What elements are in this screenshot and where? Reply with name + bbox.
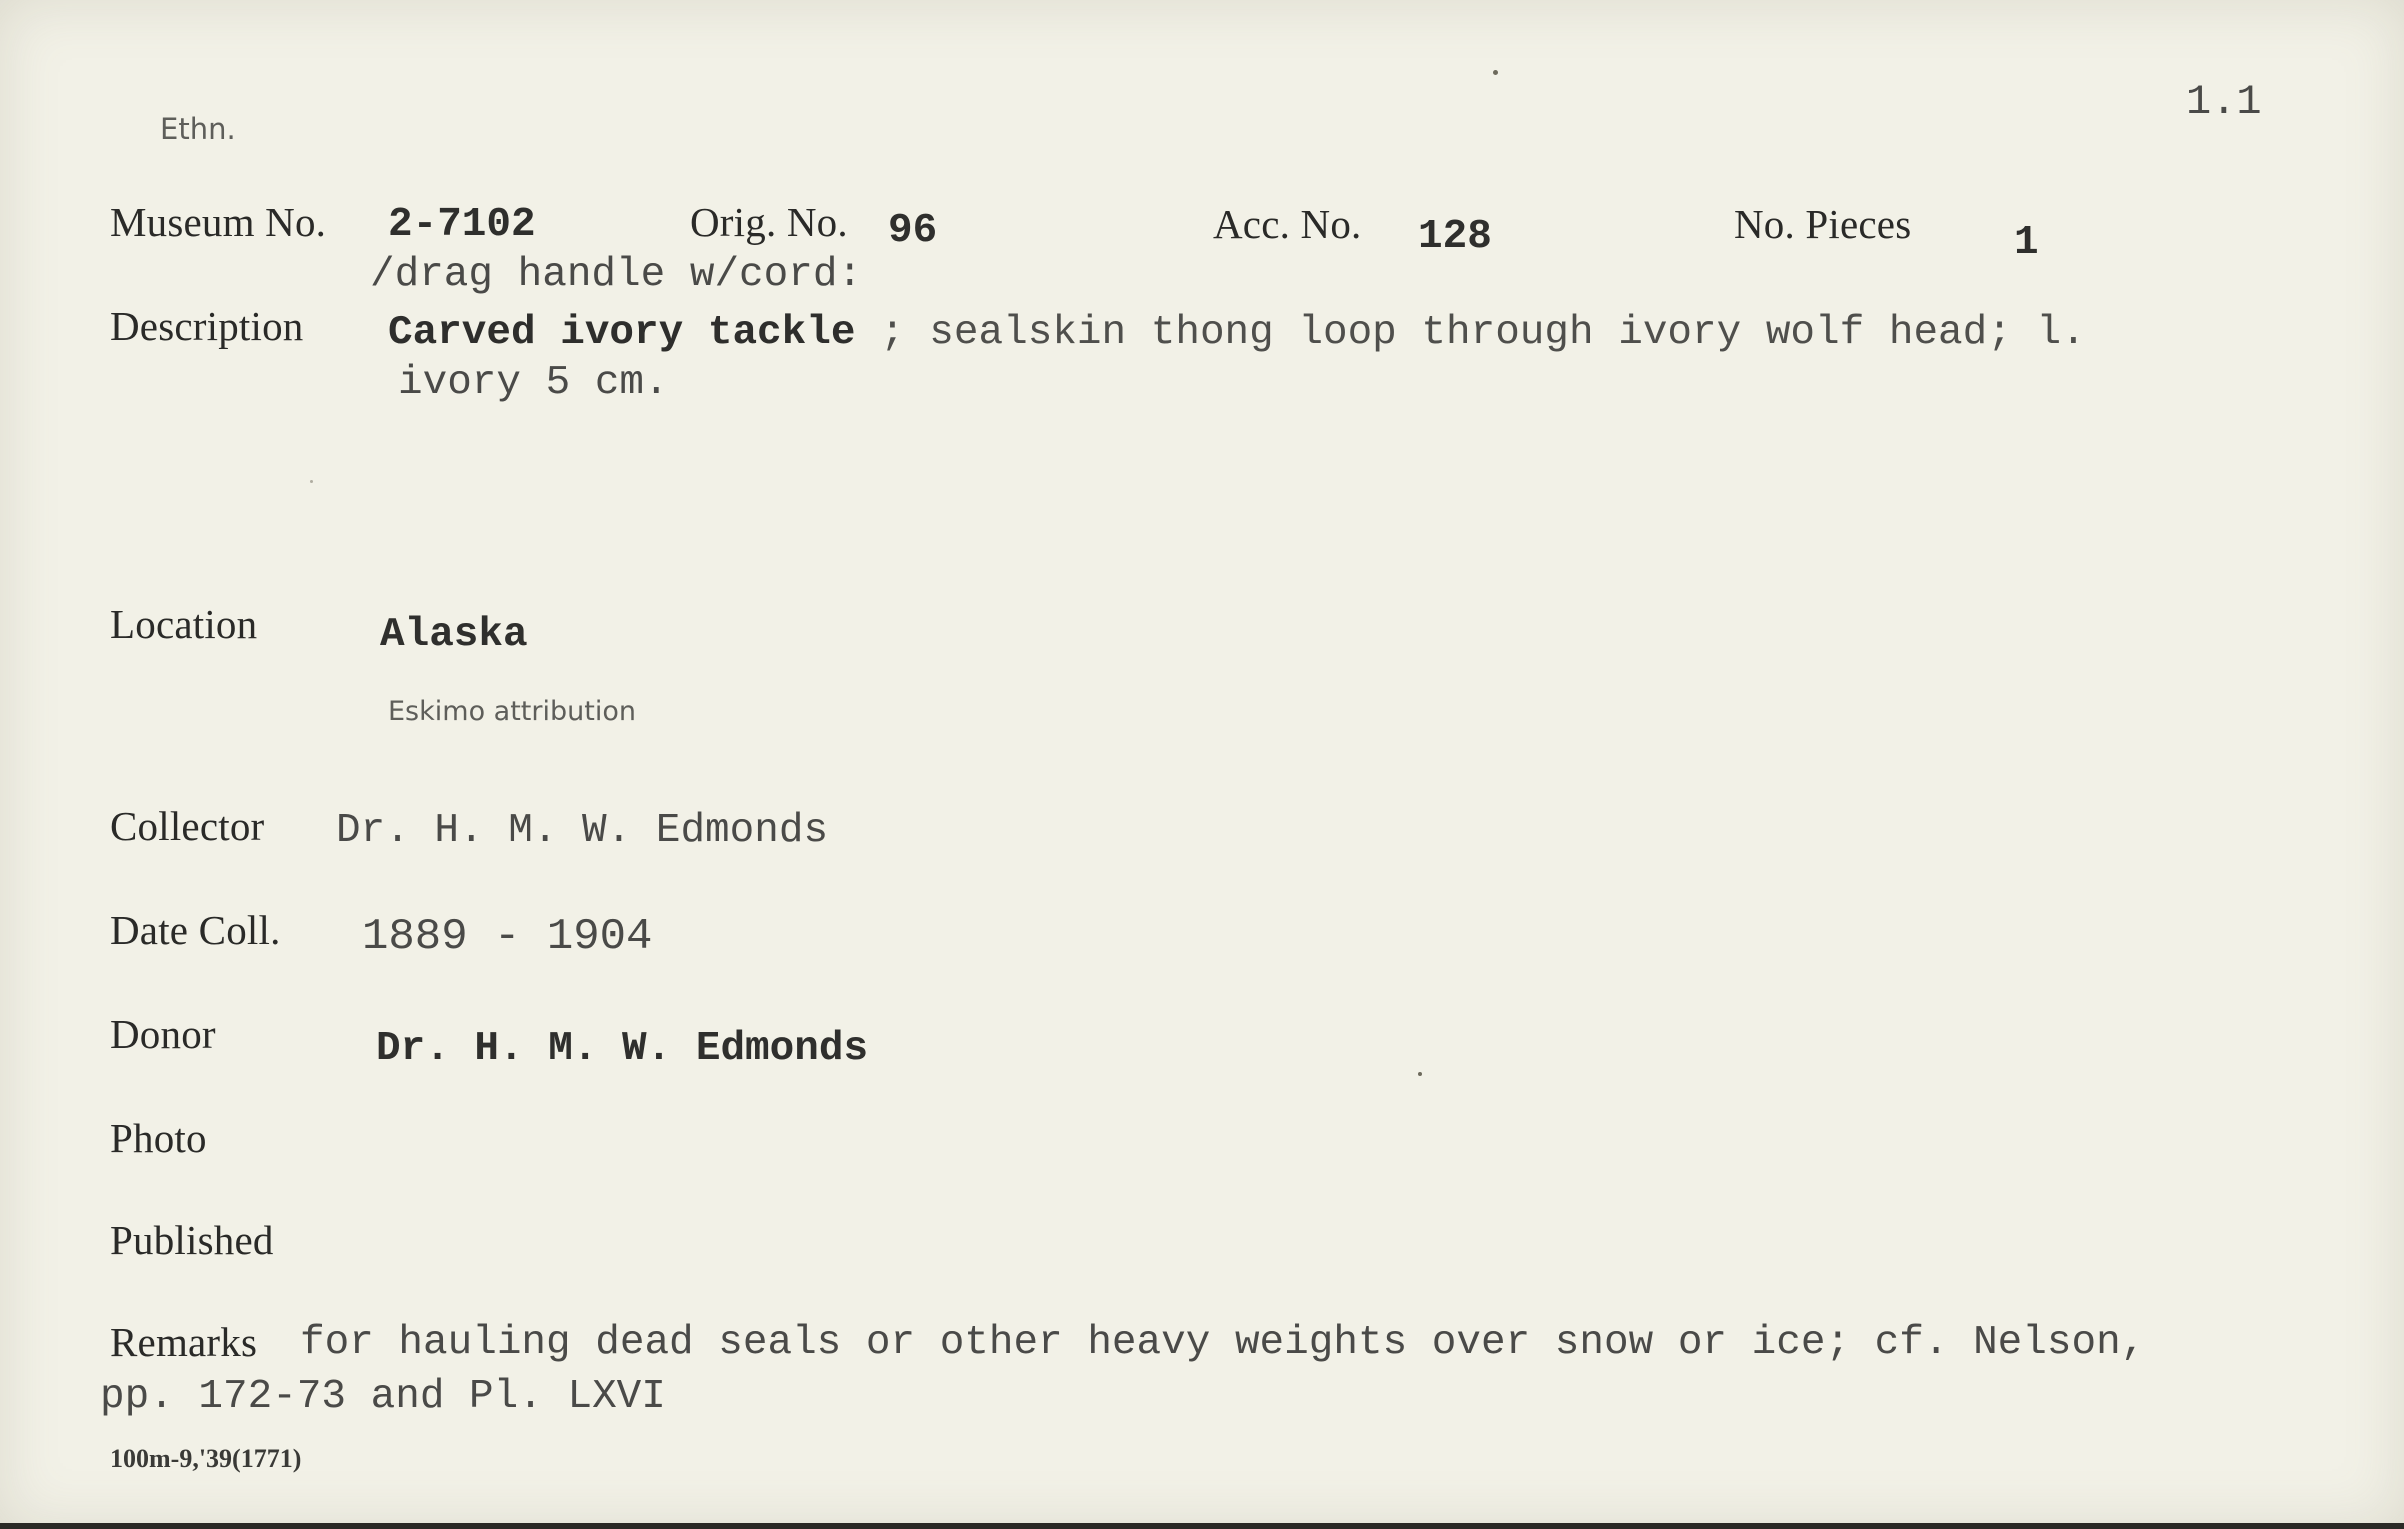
published-label: Published [110, 1217, 274, 1263]
location-value: Alaska [380, 612, 528, 658]
form-code: 100m-9,'39(1771) [110, 1444, 302, 1473]
date-coll-label: Date Coll. [110, 907, 281, 953]
paper-speck [1493, 70, 1498, 75]
donor-label: Donor [110, 1011, 216, 1057]
no-pieces-label: No. Pieces [1734, 201, 1912, 247]
description-label: Description [110, 303, 304, 349]
photo-label: Photo [110, 1115, 207, 1161]
paper-speck [310, 480, 313, 483]
remarks-line-2: pp. 172-73 and Pl. LXVI [100, 1374, 666, 1420]
acc-no-label: Acc. No. [1213, 201, 1362, 247]
location-label: Location [110, 601, 258, 647]
card-number: 1.1 [2186, 78, 2262, 126]
no-pieces-value: 1 [2014, 220, 2039, 266]
description-details: ; sealskin thong loop through ivory wolf head; l. [855, 310, 2086, 356]
collector-value: Dr. H. M. W. Edmonds [336, 808, 829, 854]
paper-speck [1418, 1072, 1422, 1076]
museum-no-label: Museum No. [110, 199, 327, 245]
remarks-label: Remarks [110, 1319, 258, 1365]
orig-no-value: 96 [888, 208, 938, 254]
remarks-line-1: for hauling dead seals or other heavy weights over snow or ice; cf. Nelson, [300, 1320, 2146, 1366]
acc-no-value: 128 [1418, 214, 1492, 260]
description-line-2: ivory 5 cm. [398, 360, 669, 406]
card-bottom-edge [0, 1523, 2404, 1529]
collector-label: Collector [110, 803, 265, 849]
department-stamp: Ethn. [160, 112, 236, 146]
orig-no-label: Orig. No. [690, 199, 848, 245]
description-object-name: Carved ivory tackle [388, 310, 856, 356]
description-line-1 [388, 310, 2086, 356]
date-coll-value: 1889 - 1904 [362, 912, 653, 962]
description-insert: /drag handle w/cord: [370, 252, 863, 298]
donor-value: Dr. H. M. W. Edmonds [376, 1026, 869, 1072]
location-attribution-stamp: Eskimo attribution [388, 696, 636, 727]
museum-no-value: 2-7102 [388, 202, 536, 248]
